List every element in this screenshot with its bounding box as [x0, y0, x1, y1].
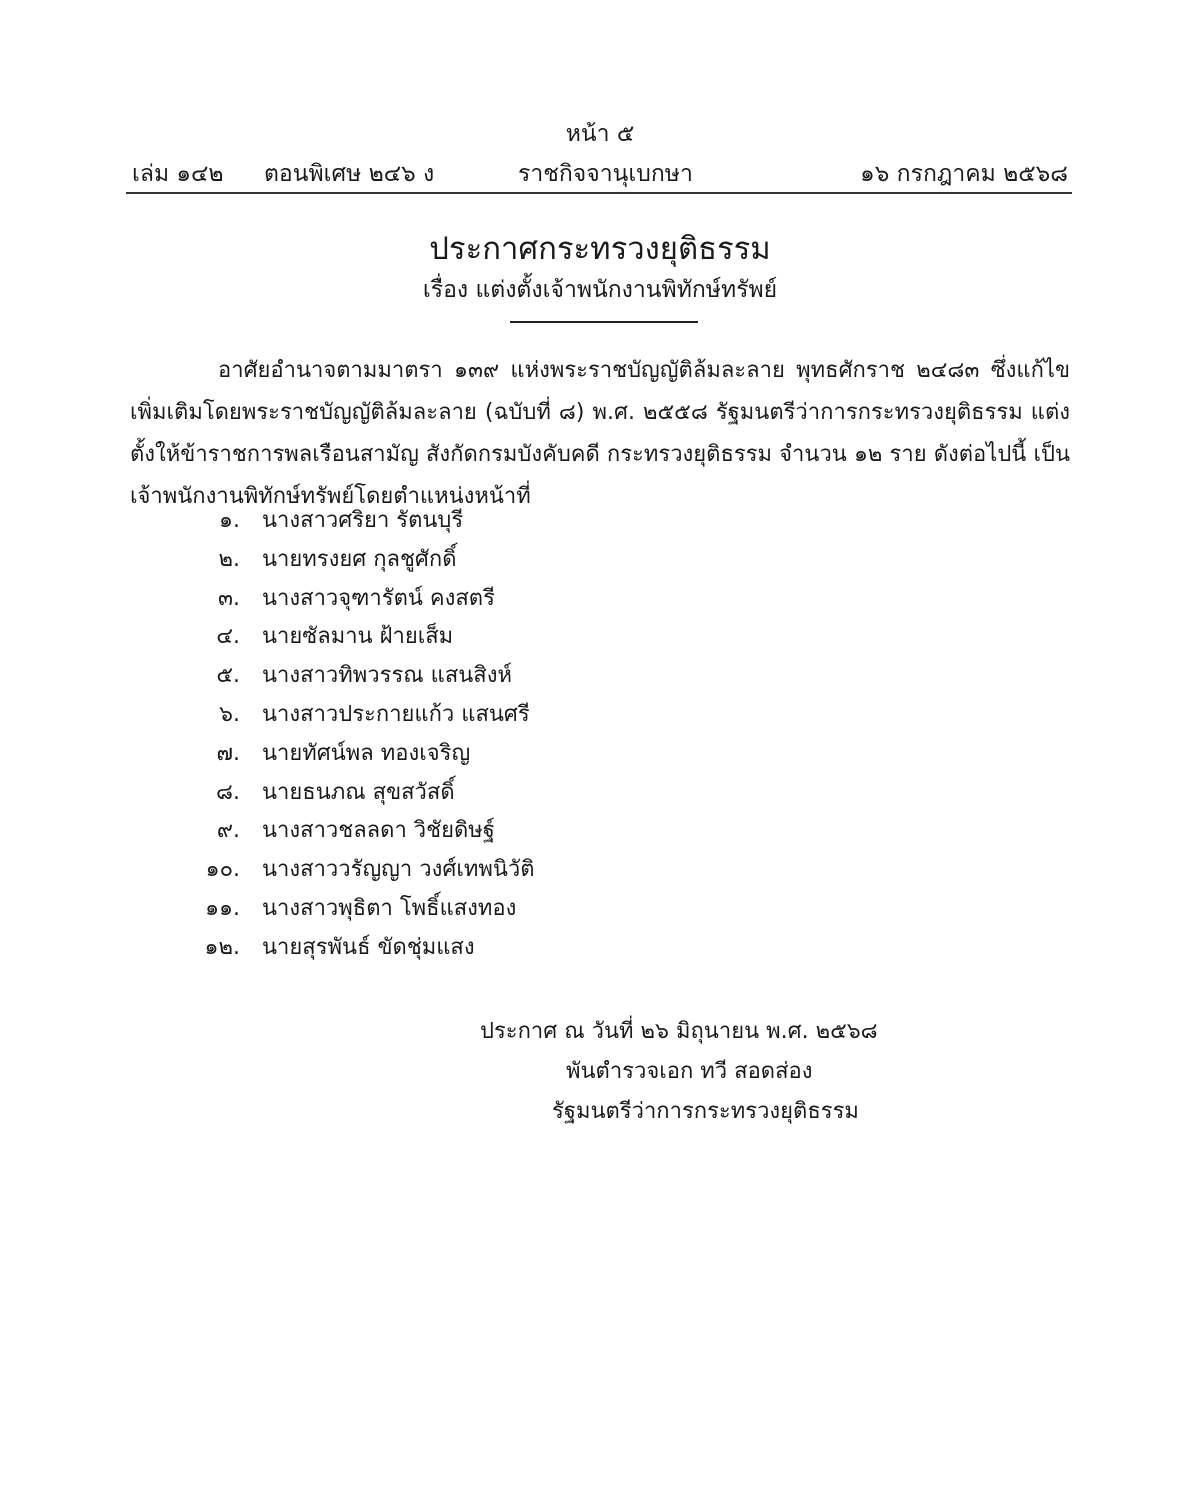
list-item-number: ๕.: [216, 663, 240, 689]
page-number: หน้า ๕: [565, 121, 635, 147]
list-item-number: ๒.: [218, 546, 240, 572]
list-item-name: นางสาวทิพวรรณ แสนสิงห์: [262, 663, 512, 689]
signature-block: [480, 1012, 940, 1132]
announcement-body: อาศัยอำนาจตามมาตรา ๑๓๙ แห่งพระราชบัญญัติล้มละลาย พุทธศักราช ๒๔๘๓ ซึ่งแก้ไขเพิ่มเติมโดยพระราชบัญญัติล้มละลาย (ฉบับที่ ๘) พ.ศ. ๒๕๕๘ รัฐมนตรีว่าการกระทรวงยุติธรรม แต่งตั้งให้ข้าราชการพลเรือนสามัญ สังกัดกรมบังคับคดี กระทรวงยุติธรรม จำนวน ๑๒ ราย ดังต่อไปนี้ เป็นเจ้าพนักงานพิทักษ์ทรัพย์โดยตำแหน่งหน้าที่: [130, 358, 1070, 509]
list-item-name: นายซัลมาน ฝ้ายเส็ม: [262, 624, 454, 650]
list-item-number: ๙.: [216, 818, 240, 844]
list-item-number: ๔.: [216, 624, 240, 650]
list-item-name: นางสาวชลลดา วิชัยดิษฐ์: [262, 818, 495, 844]
list-item-number: ๘.: [216, 779, 240, 805]
list-item-name: นายธนภณ สุขสวัสดิ์: [262, 779, 455, 805]
list-item-name: นางสาวศริยา รัตนบุรี: [262, 508, 464, 533]
gazette-name: ราชกิจจานุเบกษา: [518, 161, 693, 187]
list-item-name: นายทรงยศ กุลชูศักดิ์: [262, 546, 457, 572]
gazette-volume: เล่ม ๑๔๒: [132, 161, 224, 187]
list-item-name: นางสาววรัญญา วงศ์เทพนิวัติ: [262, 857, 535, 883]
gazette-issue: ตอนพิเศษ ๒๔๖ ง: [264, 161, 435, 187]
list-item-number: ๑๐.: [205, 857, 240, 883]
gazette-date: ๑๖ กรกฎาคม ๒๕๖๘: [860, 161, 1068, 187]
list-item-name: นายสุรพันธ์ ขัดชุ่มแสง: [262, 934, 475, 960]
list-item-number: ๑๑.: [205, 895, 240, 921]
list-item-number: ๓.: [217, 585, 240, 611]
signatory-position: รัฐมนตรีว่าการกระทรวงยุติธรรม: [552, 1099, 859, 1124]
gazette-header: [126, 156, 1072, 190]
list-item-number: ๖.: [219, 701, 240, 727]
list-item-name: นางสาวจุฑารัตน์ คงสตรี: [262, 585, 495, 611]
announcement-title: ประกาศกระทรวงยุติธรรม: [429, 231, 771, 267]
signatory-name: พันตำรวจเอก ทวี สอดส่อง: [566, 1059, 813, 1084]
title-divider: [510, 321, 698, 323]
list-item-name: นางสาวประกายแก้ว แสนศรี: [262, 701, 530, 727]
header-divider: [126, 192, 1072, 194]
list-item-number: ๑.: [219, 508, 240, 533]
list-item-name: นายทัศน์พล ทองเจริญ: [262, 740, 471, 766]
list-item-number: ๗.: [216, 740, 240, 766]
announcement-date: ประกาศ ณ วันที่ ๒๖ มิถุนายน พ.ศ. ๒๕๖๘: [480, 1019, 878, 1044]
announcement-subject: เรื่อง แต่งตั้งเจ้าพนักงานพิทักษ์ทรัพย์: [422, 277, 778, 303]
list-item-number: ๑๒.: [204, 934, 240, 960]
list-item-name: นางสาวพุธิตา โพธิ์แสงทอง: [262, 895, 517, 921]
